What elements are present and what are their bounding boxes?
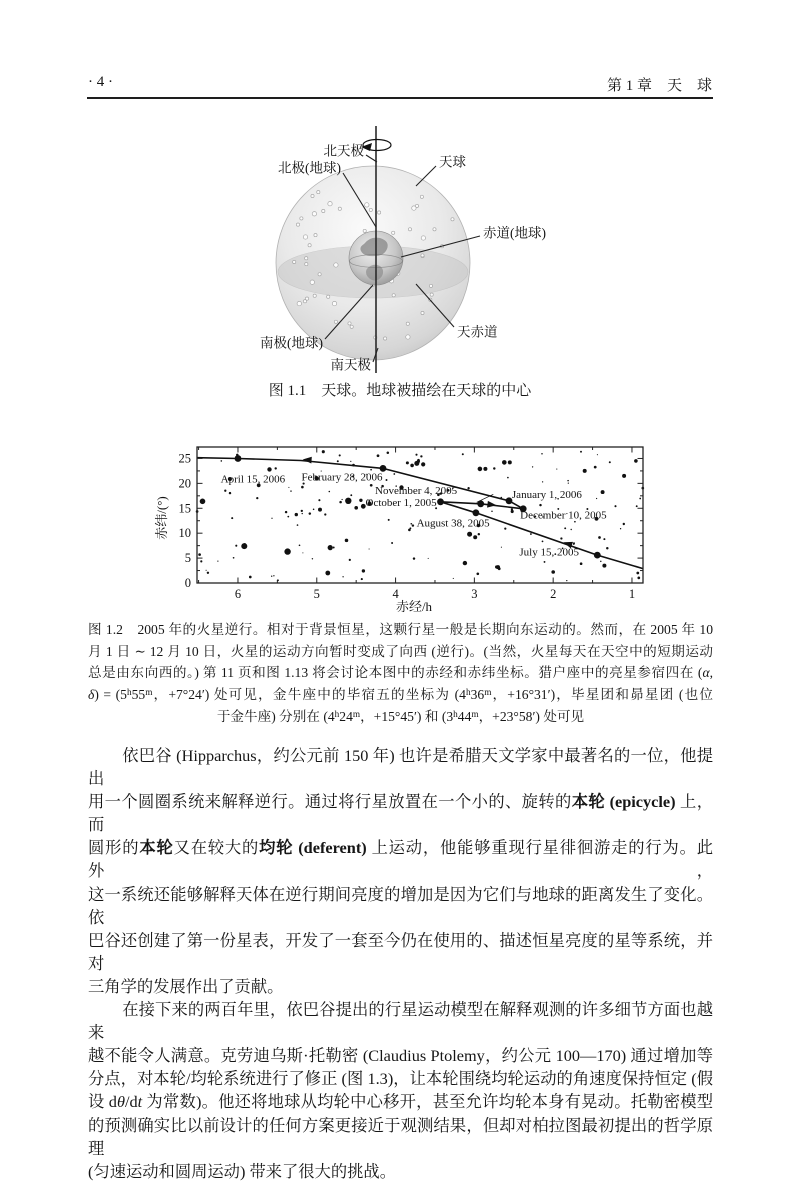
text-segment: ，+7°24′) 处可见，金牛座中的毕宿五的坐标为 (4 bbox=[152, 687, 466, 703]
bright-star bbox=[200, 499, 206, 505]
text-segment: , bbox=[709, 665, 713, 681]
mars-position-dot bbox=[437, 498, 444, 505]
bright-star bbox=[241, 543, 247, 549]
text-segment: 圆形的 bbox=[88, 838, 140, 858]
sphere-star bbox=[408, 228, 411, 231]
sphere-star bbox=[297, 301, 301, 305]
mars-position-dot bbox=[594, 552, 601, 559]
annotation-pointer-line bbox=[477, 494, 494, 502]
sphere-star bbox=[317, 191, 320, 194]
x-tick-label: 2 bbox=[550, 587, 557, 601]
sphere-star bbox=[310, 280, 314, 284]
text-segment: m bbox=[484, 687, 492, 698]
figure-celestial-sphere bbox=[238, 122, 568, 382]
bright-star bbox=[483, 467, 487, 471]
background-star bbox=[491, 510, 493, 512]
body-text bbox=[88, 744, 713, 1183]
text-line bbox=[88, 1044, 713, 1067]
background-star bbox=[393, 473, 395, 475]
figure-mars-retrograde-chart bbox=[150, 440, 662, 616]
background-star bbox=[341, 499, 342, 500]
text-line bbox=[88, 929, 713, 975]
background-star bbox=[600, 561, 601, 562]
sphere-star bbox=[451, 218, 454, 221]
background-star bbox=[370, 469, 372, 471]
background-star bbox=[539, 504, 541, 506]
text-line bbox=[88, 975, 713, 998]
bright-star bbox=[345, 498, 351, 504]
text-segment: /d bbox=[124, 1092, 138, 1112]
background-star bbox=[428, 558, 429, 559]
text-segment: ，+15°45′) 和 (3 bbox=[360, 708, 454, 724]
background-star bbox=[256, 497, 258, 499]
text-segment: 上运动，他能够重现行星徘徊游走的行为。此外， bbox=[88, 838, 713, 881]
text-segment: m bbox=[471, 708, 479, 719]
background-star bbox=[637, 577, 640, 580]
background-star bbox=[224, 490, 226, 492]
sphere-star bbox=[348, 322, 351, 325]
y-tick-label: 20 bbox=[178, 476, 191, 491]
bright-star bbox=[421, 462, 425, 466]
text-line bbox=[88, 883, 713, 929]
background-star bbox=[301, 486, 304, 489]
text-segment: 用一个圆圈系统来解释逆行。通过将行星放置在一个小的、旋转的 bbox=[88, 792, 572, 812]
x-axis-label: 赤经/h bbox=[395, 599, 433, 614]
text-segment: 本轮 (epicycle) bbox=[571, 792, 676, 812]
background-star bbox=[564, 527, 566, 529]
background-star bbox=[410, 523, 412, 525]
bright-star bbox=[359, 499, 362, 502]
background-star bbox=[349, 559, 351, 561]
background-star bbox=[567, 480, 569, 482]
text-segment: 的预测确实比以前设计的任何方案更接近于观测结果，但却对柏拉图最初提出的哲学原理 bbox=[88, 1115, 713, 1158]
x-tick-label: 1 bbox=[628, 587, 636, 601]
sphere-star bbox=[303, 300, 306, 303]
sphere-star bbox=[365, 203, 369, 207]
background-star bbox=[249, 576, 252, 579]
text-segment: 巴谷还创建了第一份星表，开发了一套至今仍在使用的、描述恒星亮度的星等系统，并对 bbox=[88, 930, 713, 973]
background-star bbox=[312, 558, 313, 559]
text-segment: 设 d bbox=[88, 1092, 117, 1112]
background-star bbox=[271, 576, 272, 577]
background-star bbox=[350, 494, 352, 496]
sphere-star bbox=[384, 337, 387, 340]
background-star bbox=[614, 505, 616, 507]
background-star bbox=[478, 533, 480, 535]
background-star bbox=[231, 517, 233, 519]
text-line bbox=[88, 1090, 713, 1113]
background-star bbox=[594, 466, 597, 469]
background-star bbox=[235, 545, 237, 547]
y-tick-label: 10 bbox=[178, 526, 191, 541]
sphere-star bbox=[332, 301, 336, 305]
text-line bbox=[88, 706, 713, 728]
background-star bbox=[299, 544, 301, 546]
text-segment: 44 bbox=[457, 708, 472, 724]
background-star bbox=[541, 453, 543, 455]
sphere-star bbox=[312, 212, 316, 216]
text-line bbox=[88, 662, 713, 684]
background-star bbox=[568, 483, 569, 484]
background-star bbox=[287, 516, 289, 518]
sphere-label: 赤道(地球) bbox=[483, 225, 546, 241]
background-star bbox=[387, 452, 390, 455]
background-star bbox=[345, 539, 349, 543]
bright-star bbox=[463, 561, 467, 565]
background-star bbox=[413, 557, 415, 559]
background-star bbox=[302, 552, 303, 553]
x-tick-label: 4 bbox=[392, 587, 399, 601]
text-segment: 越不能令人满意。克劳迪乌斯·托勒密 (Claudius Ptolemy，约公元 100—170) 通过增加等 bbox=[88, 1046, 713, 1066]
text-segment: 为常数)。他还将地球从均轮中心移开，甚至允许均轮本身有晃动。托勒密模型 bbox=[142, 1092, 713, 1112]
text-segment: h bbox=[334, 708, 340, 719]
text-segment: 月 1 日 ∼ 12 月 10 日，火星的运动方向暂时变成了向西 (逆行)。(当然，火星每天在天空中的短期运动 bbox=[88, 643, 713, 659]
bright-star bbox=[478, 467, 483, 472]
text-segment: ，+23°58′) 处可见 bbox=[478, 708, 585, 724]
sphere-star bbox=[363, 229, 366, 232]
y-tick-label: 15 bbox=[178, 501, 191, 516]
background-star bbox=[530, 533, 532, 535]
bright-star bbox=[602, 564, 606, 568]
text-segment: α bbox=[702, 665, 710, 681]
background-star bbox=[339, 454, 341, 456]
sphere-star bbox=[318, 273, 321, 276]
bright-star bbox=[284, 548, 290, 554]
sphere-star bbox=[303, 235, 307, 239]
background-star bbox=[285, 511, 287, 513]
background-star bbox=[295, 513, 298, 516]
sphere-star bbox=[378, 211, 381, 214]
background-star bbox=[302, 513, 303, 514]
bright-star bbox=[634, 459, 638, 463]
background-star bbox=[415, 454, 417, 456]
text-segment: 36 bbox=[470, 687, 485, 703]
text-line bbox=[88, 641, 713, 663]
background-star bbox=[290, 490, 291, 491]
background-star bbox=[333, 547, 335, 549]
chapter-title: 第 1 章 天 球 bbox=[606, 78, 712, 94]
text-segment: 图 1.2 2005 年的火星逆行。相对于背景恒星，这颗行星一般是长期向东运动的。然而，在 2005 年 10 bbox=[88, 622, 713, 637]
background-star bbox=[598, 536, 601, 539]
sphere-star bbox=[334, 320, 337, 323]
sphere-label: 南极(地球) bbox=[260, 335, 323, 351]
text-line bbox=[88, 744, 713, 790]
background-star bbox=[313, 509, 315, 511]
text-line bbox=[88, 998, 713, 1044]
background-star bbox=[206, 570, 207, 571]
sphere-label: 北极(地球) bbox=[278, 160, 341, 176]
sphere-star bbox=[296, 223, 299, 226]
sphere-star bbox=[429, 284, 432, 287]
bright-star bbox=[622, 474, 626, 478]
background-star bbox=[377, 454, 380, 457]
background-star bbox=[566, 580, 567, 581]
bright-star bbox=[267, 467, 271, 471]
background-star bbox=[636, 572, 639, 575]
x-tick-label: 3 bbox=[471, 587, 478, 601]
background-star bbox=[221, 460, 223, 462]
background-star bbox=[391, 542, 393, 544]
text-segment: 24 bbox=[339, 708, 353, 724]
text-segment: θ bbox=[116, 1092, 125, 1112]
chart-annotation: October 1, 2005 bbox=[365, 497, 437, 509]
x-tick-label: 6 bbox=[234, 587, 242, 601]
background-star bbox=[636, 505, 638, 507]
bright-star bbox=[467, 532, 472, 537]
page-number: · 4 · bbox=[88, 74, 113, 90]
chart-annotation: August 38, 2005 bbox=[416, 517, 490, 530]
page-header bbox=[88, 74, 712, 95]
background-star bbox=[388, 519, 390, 521]
background-star bbox=[580, 562, 583, 565]
background-star bbox=[623, 523, 625, 525]
sphere-star bbox=[313, 294, 316, 297]
sphere-star bbox=[392, 231, 395, 234]
text-line bbox=[88, 1067, 713, 1090]
sphere-star bbox=[412, 206, 416, 210]
text-segment: 这一系统还能够解释天体在逆行期间亮度的增加是因为它们与地球的距离发生了变化。依 bbox=[88, 884, 713, 927]
background-star bbox=[511, 508, 513, 510]
text-line bbox=[88, 790, 713, 836]
background-star bbox=[337, 460, 339, 462]
background-star bbox=[580, 451, 582, 453]
y-tick-label: 25 bbox=[178, 451, 191, 466]
background-star bbox=[408, 529, 411, 532]
text-segment: h bbox=[126, 687, 132, 698]
sphere-star bbox=[406, 335, 410, 339]
background-star bbox=[339, 501, 342, 504]
sphere-star bbox=[421, 254, 424, 257]
text-segment: 在接下来的两百年里，依巴谷提出的行星运动模型在解释观测的许多细节方面也越来 bbox=[88, 1000, 713, 1043]
background-star bbox=[271, 518, 272, 519]
header-rule bbox=[87, 97, 713, 99]
mars-position-dot bbox=[235, 455, 242, 462]
bright-star bbox=[496, 565, 500, 569]
bright-star bbox=[328, 545, 333, 550]
chart-annotation: December 10, 2005 bbox=[520, 509, 607, 522]
background-star bbox=[217, 561, 218, 562]
text-segment: ) = (5 bbox=[94, 687, 127, 703]
text-segment: 分点，对本轮/均轮系统进行了修正 (图 1.3)，让本轮围绕均轮运动的角速度保持恒定 (假 bbox=[88, 1069, 713, 1089]
background-star bbox=[542, 541, 544, 543]
text-segment: 总是由东向西的。) 第 11 页和图 1.13 将会讨论本图中的赤经和赤纬坐标。猎户座中的亮星参宿四在 ( bbox=[88, 665, 703, 681]
figure1-caption: 图 1.1 天球。地球被描绘在天球的中心 bbox=[268, 383, 532, 399]
sphere-star bbox=[334, 263, 338, 267]
background-star bbox=[507, 477, 509, 479]
bright-star bbox=[583, 469, 587, 473]
background-star bbox=[573, 543, 575, 545]
text-segment: 本轮 bbox=[139, 838, 174, 858]
sphere-star bbox=[308, 244, 311, 247]
text-segment: 上，而 bbox=[88, 792, 713, 835]
sphere-label: 南天极 bbox=[330, 357, 371, 373]
chart-annotation: April 15, 2006 bbox=[220, 473, 286, 486]
text-line bbox=[88, 836, 713, 882]
text-segment: 又在较大的 bbox=[173, 838, 260, 858]
sphere-star bbox=[406, 322, 409, 325]
background-star bbox=[620, 528, 621, 529]
direction-arrow-icon bbox=[302, 456, 311, 463]
text-segment: 三角学的发展作出了贡献。 bbox=[88, 976, 284, 996]
background-star bbox=[504, 528, 506, 530]
y-tick-label: 0 bbox=[184, 576, 191, 590]
sphere-star bbox=[305, 263, 308, 266]
mars-position-dot bbox=[473, 509, 480, 516]
bright-star bbox=[354, 506, 358, 510]
background-star bbox=[318, 499, 320, 501]
text-segment: m bbox=[352, 708, 361, 719]
background-star bbox=[362, 569, 365, 572]
text-segment: h bbox=[453, 708, 458, 719]
background-star bbox=[309, 512, 311, 514]
direction-arrow-icon bbox=[487, 501, 497, 509]
background-star bbox=[350, 461, 351, 462]
sphere-star bbox=[328, 202, 332, 206]
background-star bbox=[532, 466, 533, 467]
bright-star bbox=[551, 570, 555, 574]
sphere-star bbox=[300, 217, 303, 220]
sphere-star bbox=[322, 209, 325, 212]
bright-star bbox=[502, 460, 507, 465]
y-tick-label: 5 bbox=[184, 551, 191, 566]
bright-star bbox=[325, 571, 330, 576]
text-segment: 均轮 (deferent) bbox=[259, 838, 367, 858]
text-segment: m bbox=[145, 687, 153, 698]
bright-star bbox=[410, 464, 414, 468]
sphere-star bbox=[392, 294, 395, 297]
text-segment: 依巴谷 (Hipparchus，约公元前 150 年) 也许是希腊天文学家中最著名的一位，他提出 bbox=[88, 746, 713, 789]
background-star bbox=[609, 461, 611, 463]
text-line bbox=[88, 1114, 713, 1160]
sphere-star bbox=[305, 257, 308, 260]
background-star bbox=[301, 510, 303, 512]
background-star bbox=[544, 561, 546, 563]
text-line bbox=[88, 1160, 713, 1183]
sphere-star bbox=[327, 295, 330, 298]
background-star bbox=[412, 524, 414, 526]
sphere-star bbox=[293, 260, 296, 263]
background-star bbox=[493, 467, 495, 469]
bright-star bbox=[508, 460, 512, 464]
background-star bbox=[233, 557, 235, 559]
text-segment: 于金牛座) 分别在 (4 bbox=[216, 708, 335, 724]
chart-annotation: July 15, 2005 bbox=[519, 546, 579, 559]
background-star bbox=[420, 455, 422, 457]
chart-annotation: February 28, 2006 bbox=[301, 471, 383, 484]
sphere-star bbox=[350, 325, 353, 328]
background-star bbox=[275, 467, 277, 469]
background-star bbox=[556, 469, 557, 470]
text-segment: 55 bbox=[131, 687, 146, 703]
sphere-star bbox=[421, 236, 425, 240]
sphere-star bbox=[314, 234, 317, 237]
background-star bbox=[342, 576, 343, 577]
background-star bbox=[467, 487, 469, 489]
bright-star bbox=[406, 461, 409, 464]
sphere-label: 天赤道 bbox=[457, 324, 498, 340]
sphere-star bbox=[433, 228, 436, 231]
sphere-label: 天球 bbox=[439, 154, 466, 170]
chart-annotation: November 4, 2005 bbox=[375, 484, 458, 497]
y-axis-label: 赤纬/(°) bbox=[154, 496, 169, 540]
background-star bbox=[453, 578, 454, 579]
background-star bbox=[601, 490, 605, 494]
background-star bbox=[560, 537, 562, 539]
background-star bbox=[361, 578, 363, 580]
sphere-star bbox=[421, 311, 424, 314]
sphere-star bbox=[430, 293, 433, 296]
text-segment: t bbox=[137, 1092, 143, 1112]
background-star bbox=[639, 498, 641, 500]
sphere-label: 北天极 bbox=[323, 143, 364, 159]
text-segment: (匀速运动和圆周运动) 带来了很大的挑战。 bbox=[88, 1161, 396, 1181]
background-star bbox=[200, 560, 202, 562]
background-star bbox=[297, 524, 299, 526]
text-segment: δ bbox=[88, 687, 95, 703]
background-star bbox=[596, 498, 597, 499]
sphere-star bbox=[369, 208, 372, 211]
text-line bbox=[88, 619, 713, 641]
background-star bbox=[370, 484, 373, 487]
background-star bbox=[229, 492, 231, 494]
chart-annotation: January 1, 2006 bbox=[511, 488, 582, 501]
sphere-star bbox=[338, 207, 341, 210]
background-star bbox=[198, 553, 201, 556]
background-star bbox=[462, 453, 464, 455]
sphere-star bbox=[420, 195, 423, 198]
text-line bbox=[88, 684, 713, 706]
text-segment: h bbox=[465, 687, 471, 698]
bright-star bbox=[473, 535, 477, 539]
background-star bbox=[324, 513, 326, 515]
background-star bbox=[501, 547, 502, 548]
bright-star bbox=[417, 460, 420, 463]
background-star bbox=[386, 479, 388, 481]
background-star bbox=[476, 572, 479, 575]
background-star bbox=[207, 572, 209, 574]
background-star bbox=[329, 491, 331, 493]
background-star bbox=[322, 450, 325, 453]
background-star bbox=[597, 454, 598, 455]
background-star bbox=[369, 548, 370, 549]
background-star bbox=[571, 529, 572, 530]
sphere-star bbox=[311, 194, 314, 197]
background-star bbox=[542, 481, 543, 482]
x-tick-label: 5 bbox=[313, 587, 320, 601]
text-segment: ，+16°31′)，毕星团和昴星团 (也位 bbox=[491, 687, 713, 703]
background-star bbox=[318, 508, 322, 512]
background-star bbox=[288, 487, 289, 488]
background-star bbox=[606, 547, 608, 549]
figure2-caption bbox=[88, 619, 713, 728]
background-star bbox=[273, 575, 274, 576]
background-star bbox=[603, 538, 605, 540]
